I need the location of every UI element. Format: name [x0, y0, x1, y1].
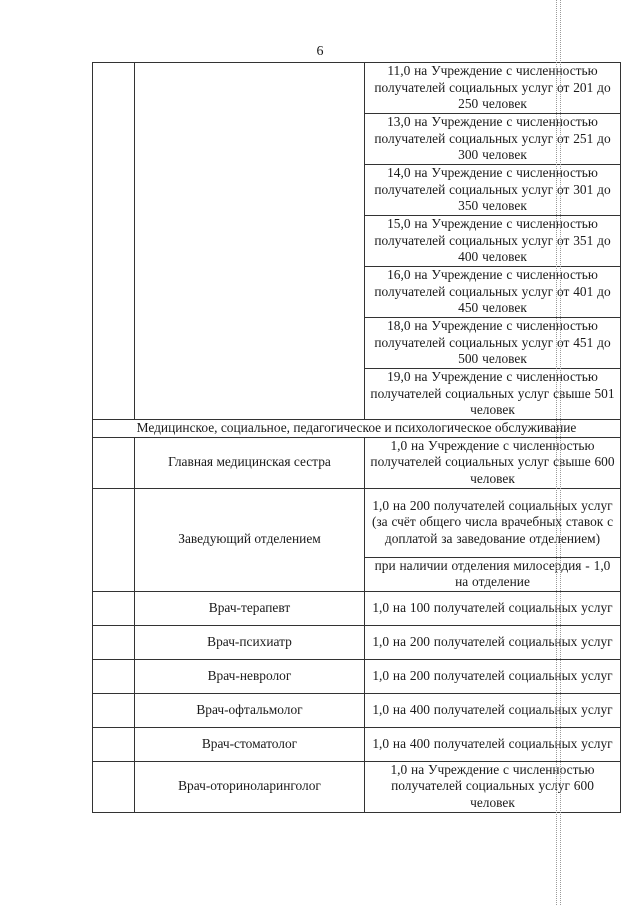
number-cell: [93, 761, 135, 812]
norm-cell: 11,0 на Учреждение с численностью получателей социальных услуг от 201 до 250 человек: [365, 63, 621, 114]
norm-cell: 1,0 на 200 получателей социальных услуг (за счёт общего числа врачебных ставок с доплатой за заведование отделением): [365, 488, 621, 557]
norm-cell: 1,0 на Учреждение с численностью получателей социальных услуг 600 человек: [365, 761, 621, 812]
table-row: [93, 63, 621, 114]
number-cell: [93, 625, 135, 659]
number-cell: [93, 63, 135, 420]
staffing-table: [92, 62, 621, 813]
number-cell: [93, 693, 135, 727]
table-row: [93, 488, 621, 557]
table-row: [93, 761, 621, 812]
table-row: [93, 437, 621, 488]
position-cell: Врач-стоматолог: [135, 727, 365, 761]
number-cell: [93, 727, 135, 761]
norm-cell: 1,0 на 100 получателей социальных услуг: [365, 591, 621, 625]
position-cell: Заведующий отделением: [135, 488, 365, 591]
table-row: [93, 693, 621, 727]
page-number: 6: [316, 44, 324, 59]
norm-cell: 19,0 на Учреждение с численностью получателей социальных услуг свыше 501 человек: [365, 369, 621, 420]
norm-cell: 1,0 на 200 получателей социальных услуг: [365, 659, 621, 693]
position-cell: Врач-невролог: [135, 659, 365, 693]
table-row: [93, 625, 621, 659]
position-cell: Врач-офтальмолог: [135, 693, 365, 727]
norm-cell-extra: при наличии отделения милосердия - 1,0 на отделение: [365, 557, 621, 591]
scan-fold-line: [560, 0, 562, 905]
table-row: [93, 659, 621, 693]
section-title: Медицинское, социальное, педагогическое и психологическое обслуживание: [93, 420, 621, 438]
scan-fold-line: [556, 0, 558, 905]
number-cell: [93, 437, 135, 488]
number-cell: [93, 488, 135, 591]
norm-cell: 13,0 на Учреждение с численностью получателей социальных услуг от 251 до 300 человек: [365, 114, 621, 165]
position-cell: Врач-терапевт: [135, 591, 365, 625]
norm-cell: 1,0 на 400 получателей социальных услуг: [365, 693, 621, 727]
norm-cell: 1,0 на 200 получателей социальных услуг: [365, 625, 621, 659]
section-row: [93, 420, 621, 438]
norm-cell: 1,0 на 400 получателей социальных услуг: [365, 727, 621, 761]
norm-cell: 1,0 на Учреждение с численностью получателей социальных услуг свыше 600 человек: [365, 437, 621, 488]
number-cell: [93, 591, 135, 625]
number-cell: [93, 659, 135, 693]
position-cell: Врач-оториноларинголог: [135, 761, 365, 812]
position-cell: Врач-психиатр: [135, 625, 365, 659]
norm-cell: 14,0 на Учреждение с численностью получателей социальных услуг от 301 до 350 человек: [365, 165, 621, 216]
position-cell: Главная медицинская сестра: [135, 437, 365, 488]
norm-cell: 16,0 на Учреждение с численностью получателей социальных услуг от 401 до 450 человек: [365, 267, 621, 318]
norm-cell: 18,0 на Учреждение с численностью получателей социальных услуг от 451 до 500 человек: [365, 318, 621, 369]
position-cell: [135, 63, 365, 420]
table-row: [93, 591, 621, 625]
table-row: [93, 727, 621, 761]
norm-cell: 15,0 на Учреждение с численностью получателей социальных услуг от 351 до 400 человек: [365, 216, 621, 267]
